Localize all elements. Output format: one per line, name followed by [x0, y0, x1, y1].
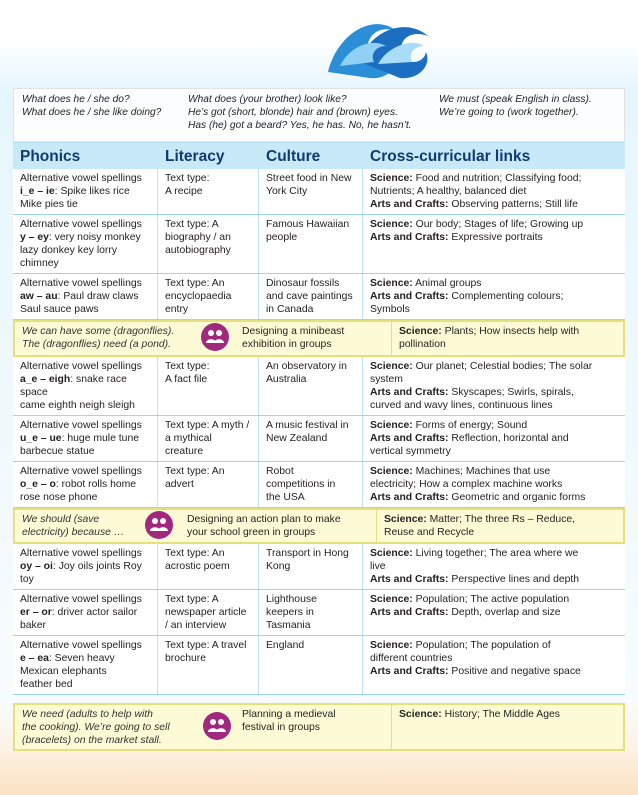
cell-line — [370, 606, 621, 619]
project-task-line: your school green in groups — [187, 527, 316, 538]
project-row-2 — [13, 508, 625, 544]
cell-text: baker — [20, 620, 46, 631]
cell-text: toy — [20, 574, 34, 585]
cell-text: : very noisy monkey — [48, 232, 141, 243]
project-task-line: Planning a medieval — [242, 709, 336, 720]
unit-row — [13, 416, 625, 462]
cell-line — [370, 172, 621, 185]
cell-line: newspaper article — [165, 607, 247, 618]
cell-text: Our body; Stages of life; Growing up — [412, 219, 584, 230]
cell-line — [370, 445, 621, 458]
cell-text: Complementing colours; — [448, 291, 564, 302]
cell-text: Matter; The three Rs – Reduce, — [426, 514, 575, 525]
cell-line — [20, 399, 153, 412]
culture-cell — [259, 636, 363, 694]
literacy-cell — [158, 215, 259, 273]
section-header-row — [13, 142, 625, 169]
cell-line — [399, 325, 619, 338]
cell-line: Text type: — [165, 361, 210, 372]
bold-text: Science: — [370, 594, 413, 605]
cell-line — [20, 465, 153, 478]
cell-text: Alternative vowel spellings — [20, 640, 142, 651]
project-language-line: We can have some (dragonflies). — [22, 326, 175, 337]
cross-curricular-cell — [363, 169, 625, 214]
project-task-line: Designing an action plan to make — [187, 514, 341, 525]
cell-line: Tasmania — [266, 620, 311, 631]
bold-text: Science: — [370, 173, 413, 184]
cell-text: Our planet; Celestial bodies; The solar — [412, 361, 593, 372]
cell-line — [370, 399, 621, 412]
cell-line — [370, 593, 621, 606]
cell-line: Text type: An — [165, 548, 225, 559]
cell-text: Living together; The area where we — [412, 548, 579, 559]
project-cross-curricular — [391, 705, 623, 749]
language-text: We’re going to (work together). — [439, 107, 579, 118]
bold-text: Arts and Crafts: — [370, 492, 449, 503]
header-literacy: Literacy — [165, 148, 225, 165]
bold-text: Arts and Crafts: — [370, 574, 449, 585]
cell-text: Population; The population of — [412, 640, 551, 651]
cell-line — [370, 639, 621, 652]
cell-line — [370, 231, 621, 244]
cell-line — [20, 185, 153, 198]
cell-line — [20, 678, 153, 691]
bold-text: Arts and Crafts: — [370, 607, 449, 618]
cell-line — [370, 198, 621, 211]
cell-text: curved and wavy lines, continuous lines — [370, 400, 553, 411]
project-task — [238, 322, 391, 355]
cell-line: Australia — [266, 374, 307, 385]
cell-line: A music festival in — [266, 420, 349, 431]
cell-line: encyclopaedia — [165, 291, 232, 302]
unit-row — [13, 274, 625, 320]
literacy-cell — [158, 274, 259, 319]
bold-text: Science: — [370, 548, 413, 559]
culture-cell — [259, 169, 363, 214]
literacy-cell — [158, 357, 259, 415]
cell-text: system — [370, 374, 403, 385]
cell-text: : huge mule tune — [61, 433, 140, 444]
language-col-1 — [22, 93, 161, 119]
group-work-icon — [145, 511, 173, 539]
unit-row — [13, 544, 625, 590]
project-language — [15, 705, 190, 749]
cell-text: : robot rolls home — [55, 479, 137, 490]
cell-text: Saul sauce paws — [20, 304, 99, 315]
cell-line: autobiography — [165, 245, 231, 256]
project-language-line: (bracelets) on the market stall. — [22, 735, 162, 746]
cell-text: : Spike likes rice — [54, 186, 130, 197]
cell-line — [20, 560, 153, 573]
cell-line — [20, 652, 153, 665]
cell-text: feather bed — [20, 679, 73, 690]
cell-text: live — [370, 561, 386, 572]
project-task — [238, 705, 391, 749]
cell-line: Transport in Hong — [266, 548, 349, 559]
language-text: Has (he) got a beard? Yes, he has. No, he hasn’t. — [188, 120, 412, 131]
cell-line — [370, 560, 621, 573]
project-language-line: The (dragonflies) need (a pond). — [22, 339, 172, 350]
project-language-line: We need (adults to help with — [22, 709, 153, 720]
project-task — [183, 510, 376, 542]
cell-text: Alternative vowel spellings — [20, 219, 142, 230]
literacy-cell — [158, 416, 259, 461]
phonics-cell — [13, 357, 158, 415]
group-work-icon — [201, 323, 229, 351]
cell-text: Depth, overlap and size — [448, 607, 561, 618]
phonics-cell — [13, 462, 158, 507]
culture-cell — [259, 274, 363, 319]
cell-line — [20, 198, 153, 211]
cell-text: vertical symmetry — [370, 446, 451, 457]
cell-text: Perspective lines and depth — [448, 574, 580, 585]
cell-line — [384, 526, 619, 539]
bold-text: a_e – eigh — [20, 374, 71, 385]
bold-text: Science: — [370, 466, 413, 477]
cross-curricular-cell — [363, 416, 625, 461]
bold-text: Arts and Crafts: — [370, 387, 449, 398]
cell-text: Reuse and Recycle — [384, 527, 475, 538]
culture-cell — [259, 416, 363, 461]
cell-line: A fact file — [165, 374, 208, 385]
cell-line — [20, 290, 153, 303]
cell-text: Geometric and organic forms — [448, 492, 586, 503]
literacy-cell — [158, 169, 259, 214]
cell-text: barbecue statue — [20, 446, 95, 457]
cell-line — [20, 593, 153, 606]
cell-line: A recipe — [165, 186, 203, 197]
cell-line: brochure — [165, 653, 207, 664]
cell-text: different countries — [370, 653, 453, 664]
cell-text: Forms of energy; Sound — [412, 420, 528, 431]
culture-cell — [259, 544, 363, 589]
cross-curricular-cell — [363, 357, 625, 415]
cell-text: Alternative vowel spellings — [20, 420, 142, 431]
project-language-line: We should (save — [22, 514, 100, 525]
cell-line — [370, 419, 621, 432]
bold-text: o_e – o — [20, 479, 56, 490]
cell-text: Positive and negative space — [448, 666, 581, 677]
cell-line — [20, 218, 153, 231]
project-language — [15, 510, 150, 542]
phonics-cell — [13, 169, 158, 214]
bold-text: Arts and Crafts: — [370, 291, 449, 302]
cell-line — [399, 338, 619, 351]
cell-line — [370, 665, 621, 678]
cell-line — [20, 373, 153, 399]
cell-line — [384, 513, 619, 526]
bold-text: Science: — [370, 361, 413, 372]
cell-line: Street food in New — [266, 173, 352, 184]
cell-line — [370, 432, 621, 445]
bold-text: e – ea — [20, 653, 49, 664]
cell-text: Population; The active population — [412, 594, 570, 605]
cell-line: keepers in — [266, 607, 314, 618]
cell-line — [370, 303, 621, 316]
cell-line: / an interview — [165, 620, 227, 631]
header-cross-curricular: Cross-curricular links — [370, 148, 531, 165]
bold-text: oy – oi — [20, 561, 53, 572]
unit-rows-group-2 — [13, 357, 625, 508]
phonics-cell — [13, 544, 158, 589]
language-text: What does (your brother) look like? — [188, 94, 347, 105]
cell-line: An observatory in — [266, 361, 347, 372]
cell-text: Machines; Machines that use — [412, 466, 551, 477]
cell-line — [20, 639, 153, 652]
cell-line — [370, 373, 621, 386]
cell-text: Plants; How insects help with — [441, 326, 580, 337]
cell-text: Alternative vowel spellings — [20, 278, 142, 289]
cell-text: Observing patterns; Still life — [448, 199, 578, 210]
project-cross-curricular — [391, 322, 623, 355]
cell-line: Text type: A — [165, 219, 219, 230]
cell-text: lazy donkey key lorry — [20, 245, 118, 256]
cell-text: : snake race space — [20, 374, 127, 398]
cell-text: Alternative vowel spellings — [20, 173, 142, 184]
unit-row — [13, 462, 625, 508]
cell-line — [20, 360, 153, 373]
phonics-cell — [13, 274, 158, 319]
project-task-line: festival in groups — [242, 722, 320, 733]
cell-line — [370, 290, 621, 303]
bold-text: Science: — [384, 514, 427, 525]
cell-line — [370, 277, 621, 290]
literacy-cell — [158, 590, 259, 635]
unit-rows-group-3 — [13, 544, 625, 695]
project-row-1 — [13, 320, 625, 357]
cell-line — [20, 303, 153, 316]
cell-line — [20, 432, 153, 445]
cell-text: Mexican elephants — [20, 666, 107, 677]
cell-line — [20, 606, 153, 619]
syllabus-table — [13, 88, 625, 751]
phonics-cell — [13, 416, 158, 461]
phonics-cell — [13, 636, 158, 694]
cell-text: Food and nutrition; Classifying food; — [412, 173, 582, 184]
cell-line: entry — [165, 304, 189, 315]
cross-curricular-cell — [363, 590, 625, 635]
cell-text: Skyscapes; Swirls, spirals, — [448, 387, 574, 398]
cell-line — [399, 708, 619, 721]
cell-text: Alternative vowel spellings — [20, 361, 142, 372]
cell-line — [370, 465, 621, 478]
cell-text: Reflection, horizontal and — [448, 433, 569, 444]
bold-text: Science: — [370, 219, 413, 230]
cell-line: Text type: A myth / — [165, 420, 250, 431]
cell-text: electricity; How a complex machine works — [370, 479, 563, 490]
project-language-line: electricity) because … — [22, 527, 125, 538]
bold-text: u_e – ue — [20, 433, 62, 444]
cell-text: Nutrients; A healthy, balanced diet — [370, 186, 527, 197]
cell-line — [370, 652, 621, 665]
cell-line: Dinosaur fossils — [266, 278, 340, 289]
bold-text: Science: — [370, 640, 413, 651]
cell-text: rose nose phone — [20, 492, 98, 503]
cell-line: acrostic poem — [165, 561, 230, 572]
literacy-cell — [158, 462, 259, 507]
wave-logo-icon — [320, 2, 440, 82]
header-culture: Culture — [266, 148, 321, 165]
cell-line: in Canada — [266, 304, 314, 315]
project-task-line: Designing a minibeast — [242, 326, 345, 337]
culture-cell — [259, 215, 363, 273]
project-language-line: the cooking). We’re going to sell — [22, 722, 170, 733]
bold-text: Science: — [399, 709, 442, 720]
language-text: He’s got (short, blonde) hair and (brown) eyes. — [188, 107, 398, 118]
cell-text: : Paul draw claws — [57, 291, 139, 302]
cell-line: biography / an — [165, 232, 231, 243]
unit-row — [13, 357, 625, 416]
cell-line: Famous Hawaiian — [266, 219, 350, 230]
unit-row — [13, 169, 625, 215]
cell-line: Text type: An — [165, 278, 225, 289]
cell-line — [20, 445, 153, 458]
cross-curricular-cell — [363, 215, 625, 273]
bold-text: i_e – ie — [20, 186, 55, 197]
cell-line — [20, 478, 153, 491]
language-text: We must (speak English in class). — [439, 94, 592, 105]
unit-row — [13, 590, 625, 636]
bold-text: er – or — [20, 607, 52, 618]
bold-text: Science: — [370, 278, 413, 289]
cell-text: pollination — [399, 339, 446, 350]
bold-text: Arts and Crafts: — [370, 433, 449, 444]
cell-line — [370, 491, 621, 504]
cell-text: History; The Middle Ages — [441, 709, 560, 720]
cell-line — [20, 491, 153, 504]
cell-line: advert — [165, 479, 194, 490]
unit-row — [13, 215, 625, 274]
cell-line — [370, 185, 621, 198]
bold-text: Arts and Crafts: — [370, 232, 449, 243]
cell-line: competitions in — [266, 479, 336, 490]
header-phonics: Phonics — [20, 148, 81, 165]
literacy-cell — [158, 636, 259, 694]
cell-text: Alternative vowel spellings — [20, 594, 142, 605]
cell-line — [370, 386, 621, 399]
cell-line: Lighthouse — [266, 594, 317, 605]
cross-curricular-cell — [363, 636, 625, 694]
project-cross-curricular — [376, 510, 623, 542]
literacy-cell — [158, 544, 259, 589]
cell-line — [370, 218, 621, 231]
cell-text: chimney — [20, 258, 59, 269]
cell-line — [20, 231, 153, 244]
cell-line: New Zealand — [266, 433, 328, 444]
cross-curricular-cell — [363, 274, 625, 319]
bold-text: aw – au — [20, 291, 58, 302]
cell-line — [20, 257, 153, 270]
cell-text: Symbols — [370, 304, 410, 315]
culture-cell — [259, 462, 363, 507]
cell-text: Animal groups — [412, 278, 482, 289]
project-row-3 — [13, 703, 625, 751]
cell-text: : Joy oils joints Roy — [52, 561, 142, 572]
cell-text: Alternative vowel spellings — [20, 548, 142, 559]
bold-text: y – ey — [20, 232, 49, 243]
group-work-icon — [203, 712, 231, 740]
cell-line — [20, 172, 153, 185]
bold-text: Science: — [370, 420, 413, 431]
cell-line: and cave paintings — [266, 291, 353, 302]
cell-line: Kong — [266, 561, 291, 572]
cell-line — [20, 547, 153, 560]
cell-line — [20, 665, 153, 678]
bold-text: Arts and Crafts: — [370, 666, 449, 677]
cell-line — [20, 419, 153, 432]
language-text: What does he / she like doing? — [22, 107, 162, 118]
cell-line — [20, 244, 153, 257]
cell-line: people — [266, 232, 298, 243]
bold-text: Science: — [399, 326, 442, 337]
language-strip — [13, 88, 625, 142]
cell-line: Text type: A — [165, 594, 219, 605]
cell-line — [370, 547, 621, 560]
project-language — [15, 322, 190, 355]
project-task-line: exhibition in groups — [242, 339, 332, 350]
unit-row — [13, 636, 625, 695]
bold-text: Arts and Crafts: — [370, 199, 449, 210]
cell-line — [370, 573, 621, 586]
cell-line: Text type: An — [165, 466, 225, 477]
cell-line — [20, 619, 153, 632]
cell-text: Mike pies tie — [20, 199, 78, 210]
cell-line — [370, 360, 621, 373]
cell-line — [370, 478, 621, 491]
language-col-3 — [439, 93, 592, 119]
phonics-cell — [13, 215, 158, 273]
cell-line: creature — [165, 446, 204, 457]
cell-line: Robot — [266, 466, 294, 477]
cross-curricular-cell — [363, 462, 625, 507]
phonics-cell — [13, 590, 158, 635]
culture-cell — [259, 357, 363, 415]
language-col-2 — [188, 93, 412, 132]
cell-line — [20, 277, 153, 290]
cell-line: York City — [266, 186, 308, 197]
cell-line: Text type: A travel — [165, 640, 247, 651]
cell-line: England — [266, 640, 305, 651]
cell-line: Text type: — [165, 173, 210, 184]
cell-line: a mythical — [165, 433, 212, 444]
cell-text: Alternative vowel spellings — [20, 466, 142, 477]
cell-text: : Seven heavy — [48, 653, 115, 664]
unit-rows-group-1 — [13, 169, 625, 320]
cross-curricular-cell — [363, 544, 625, 589]
cell-text: came eighth neigh sleigh — [20, 400, 135, 411]
language-text: What does he / she do? — [22, 94, 130, 105]
cell-text: : driver actor sailor — [51, 607, 138, 618]
cell-text: Expressive portraits — [448, 232, 543, 243]
culture-cell — [259, 590, 363, 635]
cell-line — [20, 573, 153, 586]
cell-line: the USA — [266, 492, 305, 503]
